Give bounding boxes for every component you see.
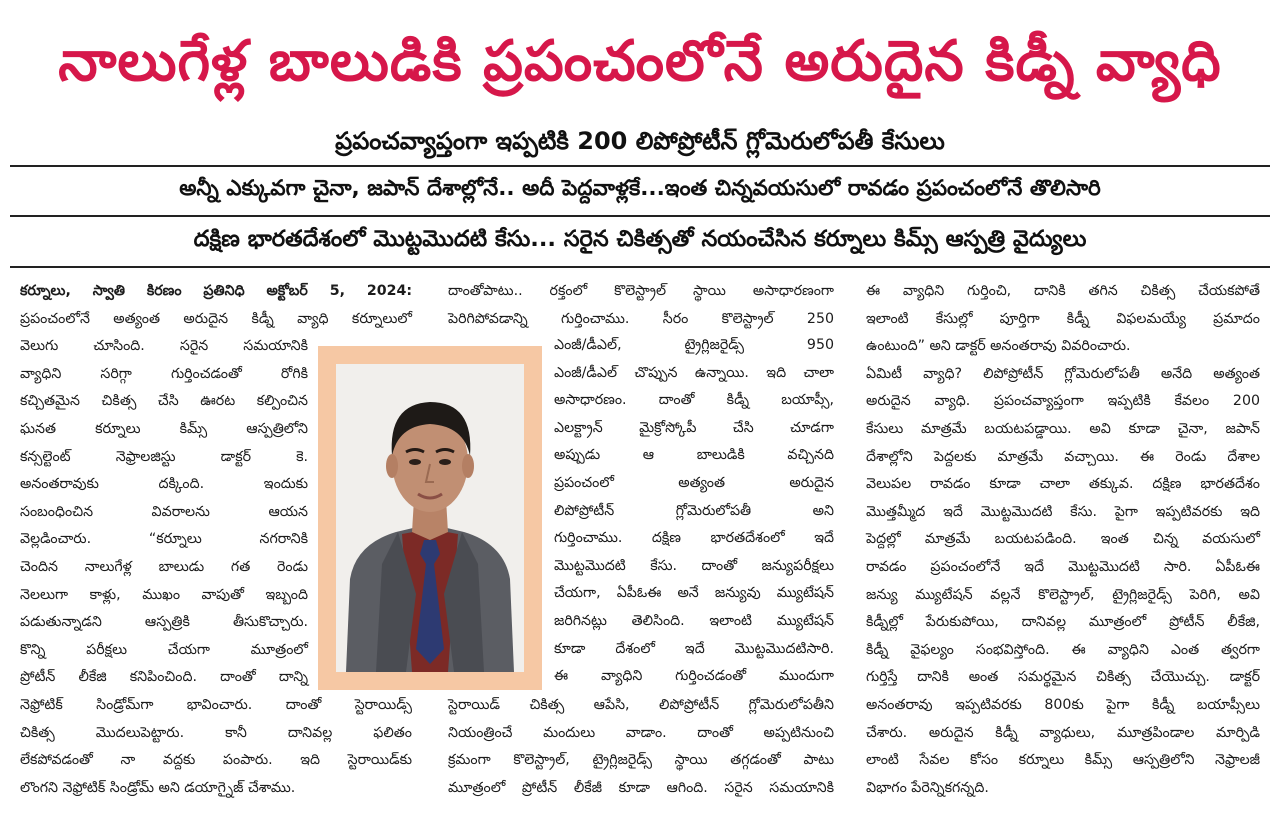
body-line: ఎంజీ/డీఎల్ చొప్పున ఉన్నాయి. ఇది చాలా [554, 364, 834, 381]
doctor-photo-frame [318, 346, 542, 690]
body-line: మొత్తమ్మీద ఇదే మొట్టమొదటి కేసు. పైగా ఇప్పటివరకు ఇది [866, 503, 1260, 520]
body-line: దేశాల్లోని పెద్దలకు మాత్రమే వచ్చాయి. ఈ రెండు దేశాల [866, 448, 1260, 465]
body-line: చికిత్స మొదలుపెట్టారు. కానీ దానివల్ల ఫలితం [20, 724, 412, 741]
body-line: కిడ్నీ వైఫల్యం సంభవిస్తోంది. ఈ వ్యాధిని ఎంత త్వరగా [866, 641, 1260, 658]
body-line: అప్పుడు ఆ బాలుడికి వచ్చినది [554, 447, 834, 464]
body-line: ఇలాంటి కేసుల్లో పూర్తిగా కిడ్నీ విఫలమయ్యే ప్రమాదం [866, 310, 1260, 327]
body-line: ఉంటుంది” అని డాక్టర్ అనంతరావు వివరించారు. [866, 338, 1131, 355]
body-line: నెఫ్రోటిక్ సిండ్రోమ్‌గా భావించారు. దాంతో స్టెరాయిడ్స్ [20, 696, 412, 713]
body-line: ఈ వ్యాధిని గుర్తించడంతో ముందుగా [554, 668, 834, 685]
body-line: స్టెరాయిడ్ చికిత్స ఆపేసి, లిపోప్రోటీన్ గ్లోమెరులోపతీని [448, 697, 834, 713]
body-line: అసాధారణం. దాంతో కిడ్నీ బయాప్సీ, [554, 392, 834, 409]
body-line: సంబంధించిన వివరాలను ఆయన [20, 503, 308, 520]
subheading-2: అన్నీ ఎక్కువగా చైనా, జపాన్ దేశాల్లోనే.. అదీ పెద్దవాళ్లకే...ఇంత చిన్నవయసులో రావడం ప్రపంచంలోనే తొలిసారి [179, 176, 1101, 201]
subheading-1: ప్రపంచవ్యాప్తంగా ఇప్పటికి 200 లిపోప్రోటీన్ గ్లోమెరులోపతీ కేసులు [335, 127, 945, 155]
body-line: కేసులు మాత్రమే బయటపడ్డాయి. అవి కూడా చైనా, జపాన్ [866, 420, 1260, 437]
body-line: వెలుపల రావడం కూడా చాలా తక్కువ. దక్షిణ భారతదేశం [866, 476, 1260, 493]
body-line: వెలుగు చూసింది. సరైన సమయానికి [20, 338, 308, 355]
dateline: కర్నూలు, స్వాతి కిరణం ప్రతినిధి అక్టోబర్ 5, 2024: [20, 283, 412, 299]
body-line: కన్సల్టెంట్ నెఫ్రాలజిస్టు డాక్టర్ కె. [20, 448, 308, 465]
body-line: క్రమంగా కొలెస్ట్రాల్, ట్రైగ్లిజరైడ్స్ స్థాయి తగ్గడంతో పాటు [448, 752, 834, 769]
divider-1 [10, 165, 1270, 167]
body-line: పెద్దల్లో మాత్రమే బయటపడింది. ఇంత చిన్న వయసులో [866, 531, 1260, 548]
body-line: ఈ వ్యాధిని గుర్తించి, దానికి తగిన చికిత్స చేయకపోతే [866, 283, 1260, 299]
body-line: ఏమిటీ వ్యాధి? లిపోప్రోటీన్ గ్లోమెరులోపతీ అనేది అత్యంత [866, 365, 1260, 382]
body-line: అరుదైన వ్యాధి. ప్రపంచవ్యాప్తంగా ఇప్పటికి కేవలం 200 [866, 393, 1260, 410]
body-line: ఘనత కర్నూలు కిమ్స్ ఆస్పత్రిలోని [20, 420, 308, 437]
body-line: ప్రపంచంలో అత్యంత అరుదైన [554, 474, 834, 491]
body-line: మూత్రంలో ప్రోటీన్ లీకేజీ కూడా ఆగింది. సరైన సమయానికి [448, 779, 834, 796]
body-line: ప్రోటీన్ లీకేజి కనిపించింది. దాంతో దాన్ని [20, 669, 308, 686]
body-line: వెల్లడించారు. “కర్నూలు నగరానికి [20, 531, 308, 548]
body-line: చెందిన నాలుగేళ్ల బాలుడు గత రెండు [20, 558, 308, 575]
article-column-2-beside-photo [554, 332, 834, 691]
body-line: కూడా దేశంలో ఇదే మొట్టమొదటిసారి. [554, 640, 834, 657]
body-line: పెరిగిపోవడాన్ని గుర్తించాము. సీరం కొలెస్ట్రాల్ 250 [448, 310, 834, 327]
body-line: దాంతోపాటు.. రక్తంలో కొలెస్ట్రాల్ స్థాయి అసాధారణంగా [448, 283, 834, 299]
doctor-photo [336, 364, 524, 672]
body-line: నియంత్రించే మందులు వాడాం. దాంతో అప్పటినుంచి [448, 724, 834, 741]
body-line: చేశారు. అరుదైన కిడ్నీ వ్యాధులు, మూత్రపిండాల మార్పిడి [866, 724, 1260, 741]
body-line: కచ్చితమైన చికిత్స చేసి ఊరట కల్పించిన [20, 393, 308, 410]
article-column-3 [866, 278, 1260, 802]
body-line: గుర్తించాము. దక్షిణ భారతదేశంలో ఇదే [554, 530, 834, 547]
body-line: లిపోప్రోటీన్ గ్లోమెరులోపతీ అని [554, 502, 834, 519]
body-line: చేయగా, ఏపీఓఈ అనే జన్యువు మ్యుటేషన్ [554, 585, 834, 602]
article-column-2 [448, 278, 834, 333]
body-line: విభాగం పేరెన్నికగన్నది. [866, 779, 989, 796]
body-line: పడుతున్నాడని ఆస్పత్రికి తీసుకొచ్చారు. [20, 614, 308, 631]
body-line: ఎంజీ/డీఎల్, ట్రైగ్లిజరైడ్స్ 950 [554, 337, 834, 353]
body-line: లాంటి సేవల కోసం కర్నూలు కిమ్స్ ఆస్పత్రిలోని నెఫ్రాలజీ [866, 752, 1260, 769]
body-line: నెలలుగా కాళ్లు, ముఖం వాపుతో ఇబ్బంది [20, 586, 308, 603]
doctor-portrait-image [336, 364, 524, 672]
article-column-2-bottom [448, 692, 834, 802]
body-line: ఎలక్ట్రాన్ మైక్రోస్కోపీ చేసి చూడగా [554, 419, 834, 436]
divider-2 [10, 215, 1270, 217]
body-line: మొట్టమొదటి కేసు. దాంతో జన్యుపరీక్షలు [554, 557, 834, 574]
subheading-3: దక్షిణ భారతదేశంలో మొట్టమొదటి కేసు... సరైన చికిత్సతో నయంచేసిన కర్నూలు కిమ్స్ ఆస్పత్రి వైద్యులు [193, 226, 1087, 252]
body-line: లేకపోవడంతో నా వద్దకు పంపారు. ఇది స్టెరాయిడ్‌కు [20, 752, 412, 769]
divider-3 [10, 266, 1270, 268]
body-line: జరిగినట్లు తెలిసింది. ఇలాంటి మ్యుటేషన్ [554, 612, 834, 629]
body-line: లొంగని నెఫ్రోటిక్ సిండ్రోమ్ అని డయాగ్నైజ్ చేశాము. [20, 779, 296, 796]
body-line: ప్రపంచంలోనే అత్యంత అరుదైన కిడ్నీ వ్యాధి కర్నూలులో [20, 310, 412, 327]
headline: నాలుగేళ్ల బాలుడికి ప్రపంచంలోనే అరుదైన కిడ్నీ వ్యాధి [58, 29, 1222, 94]
body-line: అనంతరావుకు దక్కింది. ఇందుకు [20, 476, 308, 493]
body-line: రావడం ప్రపంచంలోనే ఇదే మొట్టమొదటి సారి. ఏపీఓఈ [866, 558, 1260, 575]
body-line: కొన్ని పరీక్షలు చేయగా మూత్రంలో [20, 641, 308, 658]
body-line: జన్యు మ్యుటేషన్ వల్లనే కొలెస్ట్రాల్, ట్రైగ్లిజరైడ్స్ పెరిగి, అవి [866, 586, 1260, 603]
body-line: గుర్తిస్తే దానికి అంత సమర్థమైన చికిత్స చేయొచ్చు. డాక్టర్ [866, 669, 1260, 686]
body-line: వ్యాధిని సరిగ్గా గుర్తించడంతో రోగికి [20, 365, 308, 382]
body-line: కిడ్నీల్లో పేరుకుపోయి, దానివల్ల మూత్రంలో ప్రోటీన్ లీకేజి, [866, 614, 1260, 631]
body-line: అనంతరావు ఇప్పటివరకు 800కు పైగా కిడ్నీ బయాప్సీలు [866, 696, 1260, 713]
